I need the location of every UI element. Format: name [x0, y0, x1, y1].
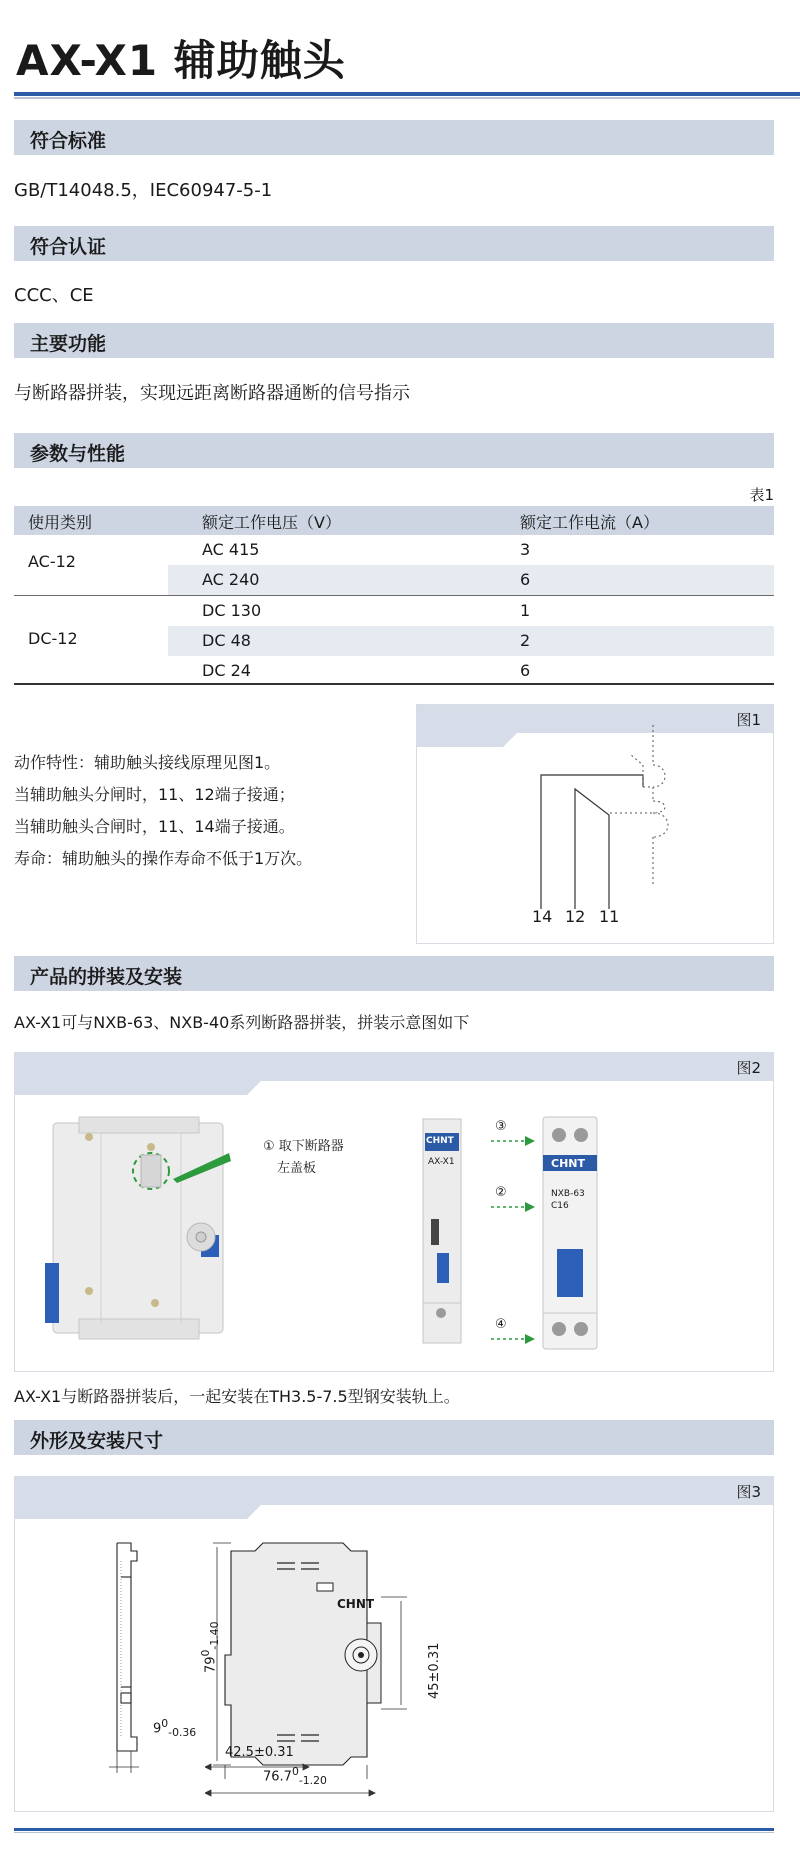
drawing-brand-label: CHNT: [337, 1597, 375, 1611]
section-dimensions-header: [14, 1420, 774, 1455]
step-arrows: [485, 1113, 537, 1349]
section-certification-title: 符合认证: [30, 236, 107, 258]
table-cell-voltage: DC 130: [202, 601, 262, 620]
figure-2-label: 图2: [736, 1059, 761, 1077]
breaker-side-view: [41, 1113, 261, 1353]
dim-half-width: 42.5±0.31: [225, 1745, 294, 1760]
callout-line: 左盖板: [277, 1161, 317, 1176]
callout-line: ① 取下断路器: [263, 1139, 344, 1154]
section-function-header: [14, 323, 774, 358]
table-category-dc: DC-12: [28, 629, 78, 648]
table-row: [168, 535, 774, 565]
terminal-label: 11: [599, 907, 620, 926]
standards-text: GB/T14048.5，IEC60947-5-1: [14, 180, 273, 201]
figure-1: [416, 704, 774, 944]
breaker-brand-label: CHNT: [551, 1157, 585, 1170]
dim-width: [263, 1765, 327, 1787]
footer-rule-secondary: [14, 1832, 774, 1833]
terminal-label: 14: [532, 907, 553, 926]
section-standards-title: 符合标准: [30, 130, 107, 152]
dim-side-width: [153, 1717, 196, 1739]
figure-1-label: 图1: [736, 711, 761, 729]
table-bottom-rule: [14, 683, 774, 685]
dim-width-lower: -1.20: [298, 1773, 327, 1787]
table-cell-voltage: AC 415: [202, 540, 260, 559]
figure-3-label: 图3: [736, 1483, 761, 1501]
step-marker: ④: [495, 1317, 507, 1332]
table-cell-voltage: DC 24: [202, 661, 251, 680]
table-cell-voltage: AC 240: [202, 570, 260, 589]
wiring-diagram: [417, 705, 775, 945]
table-category-ac: AC-12: [28, 552, 76, 571]
aux-contact-front-view: [417, 1113, 467, 1349]
section-params-title: 参数与性能: [30, 443, 126, 465]
certification-text: CCC、CE: [14, 285, 94, 306]
figure-3-header: [15, 1477, 773, 1505]
table-header-voltage: 额定工作电压（V）: [202, 513, 341, 532]
dim-width-base: 76.7: [263, 1769, 292, 1785]
action-line: 动作特性：辅助触头接线原理见图1。: [14, 753, 281, 772]
function-text: 与断路器拼装，实现远距离断路器通断的信号指示: [14, 383, 410, 404]
dim-side-width-base: 9: [153, 1721, 162, 1737]
section-dimensions-title: 外形及安装尺寸: [30, 1430, 164, 1452]
title-rule: [14, 92, 800, 96]
terminal-label: 12: [565, 907, 586, 926]
section-standards-header: [14, 120, 774, 155]
bottom-dimension-lines: [205, 1753, 455, 1813]
figure-3: [14, 1476, 774, 1812]
dim-side-width-upper: 0: [161, 1717, 169, 1730]
section-certification-header: [14, 226, 774, 261]
aux-model-label: AX-X1: [428, 1157, 455, 1167]
figure-2-header: [15, 1053, 773, 1081]
assembly-after-text: AX-X1与断路器拼装后，一起安装在TH3.5-7.5型钢安装轨上。: [14, 1387, 460, 1406]
table-note: 表1: [749, 486, 774, 504]
table-row: [168, 596, 774, 626]
aux-brand-label: CHNT: [426, 1136, 454, 1146]
dim-side-width-lower: -0.36: [168, 1725, 197, 1739]
table-row: [168, 626, 774, 656]
table-cell-voltage: DC 48: [202, 631, 251, 650]
page-title: AX-X1 辅助触头: [16, 36, 346, 85]
action-line: 当辅助触头分闸时，11、12端子接通；: [14, 785, 295, 804]
breaker-front-view: [539, 1113, 601, 1353]
dim-height-base: 79: [203, 1656, 219, 1673]
dim-height: [199, 1622, 221, 1673]
figure-2-tab: [15, 1081, 247, 1095]
table-cell-current: 1: [520, 601, 531, 620]
side-profile-drawing: [87, 1537, 177, 1787]
dim-rail: 45±0.31: [427, 1642, 442, 1699]
title-rule-secondary: [14, 97, 800, 99]
section-params-header: [14, 433, 774, 468]
section-assembly-title: 产品的拼装及安装: [30, 966, 183, 988]
table-header-current: 额定工作电流（A）: [520, 513, 659, 532]
dim-height-lower: -1.40: [207, 1621, 221, 1650]
assembly-text: AX-X1可与NXB-63、NXB-40系列断路器拼装，拼装示意图如下: [14, 1013, 470, 1032]
breaker-rating-label: C16: [551, 1201, 569, 1211]
footer-rule: [14, 1828, 774, 1831]
section-assembly-header: [14, 956, 774, 991]
table-header: [14, 506, 774, 535]
figure-2: [14, 1052, 774, 1372]
action-line: 寿命：辅助触头的操作寿命不低于1万次。: [14, 849, 313, 868]
step-marker: ③: [495, 1119, 507, 1134]
step-marker: ②: [495, 1185, 507, 1200]
dim-width-upper: 0: [291, 1765, 299, 1778]
table-cell-current: 2: [520, 631, 531, 650]
figure-3-tab: [15, 1505, 247, 1519]
action-line: 当辅助触头合闸时，11、14端子接通。: [14, 817, 295, 836]
section-function-title: 主要功能: [30, 333, 107, 355]
table-row: [168, 565, 774, 595]
breaker-model-label: NXB-63: [551, 1189, 585, 1199]
table-cell-current: 6: [520, 661, 531, 680]
dim-height-upper: 0: [199, 1649, 212, 1657]
table-cell-current: 3: [520, 540, 531, 559]
table-header-category: 使用类别: [28, 513, 93, 532]
table-row: [168, 656, 774, 686]
table-cell-current: 6: [520, 570, 531, 589]
